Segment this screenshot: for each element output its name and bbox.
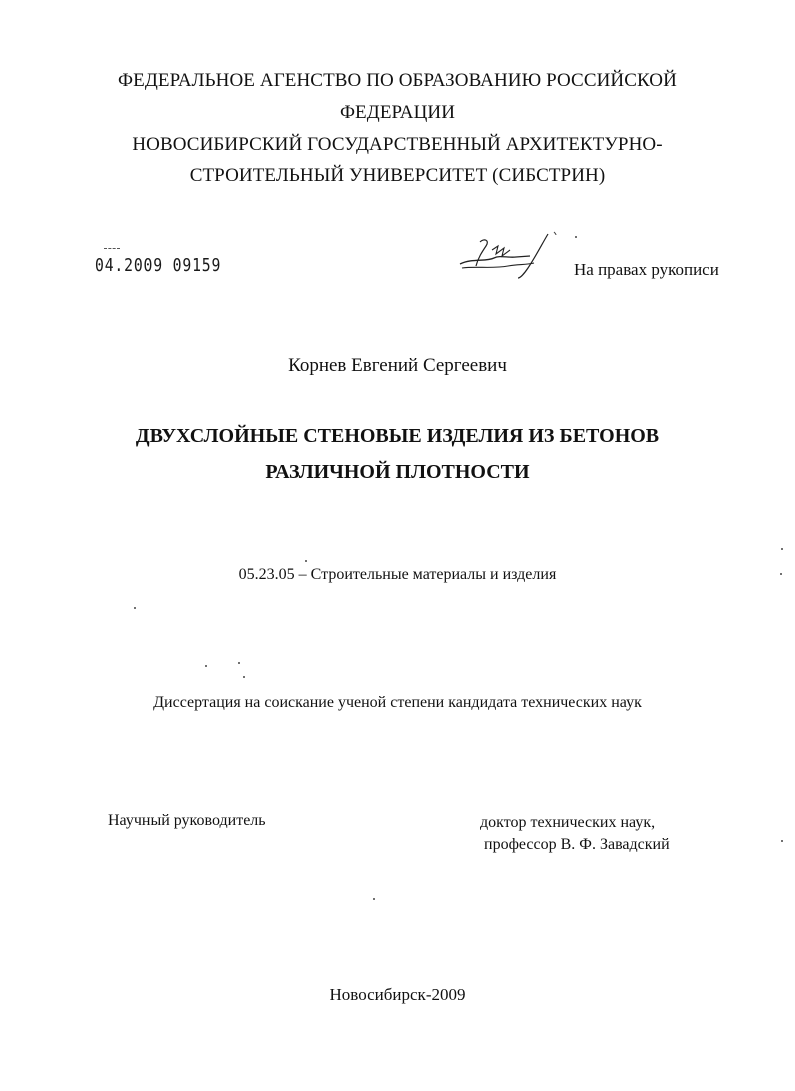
stamp-mark xyxy=(104,248,120,251)
scan-speck xyxy=(238,662,240,664)
scan-speck xyxy=(575,236,577,238)
header-line-2: ФЕДЕРАЦИИ xyxy=(339,102,456,123)
supervisor-name: профессор В. Ф. Завадский xyxy=(484,836,670,853)
thesis-title-line-2: РАЗЛИЧНОЙ ПЛОТНОСТИ xyxy=(265,461,530,483)
scan-speck xyxy=(134,607,136,609)
specialty-code: 05.23.05 – Строительные материалы и изделия xyxy=(238,566,557,583)
scan-speck xyxy=(780,573,782,575)
scan-speck xyxy=(373,898,375,900)
scan-speck xyxy=(205,665,207,667)
city-year: Новосибирск-2009 xyxy=(329,985,466,1004)
header-line-1: ФЕДЕРАЛЬНОЕ АГЕНСТВО ПО ОБРАЗОВАНИЮ РОССИЙСКОЙ xyxy=(118,70,677,91)
scan-speck xyxy=(305,560,307,562)
author-name: Корнев Евгений Сергеевич xyxy=(288,355,507,376)
thesis-title-line-1: ДВУХСЛОЙНЫЕ СТЕНОВЫЕ ИЗДЕЛИЯ ИЗ БЕТОНОВ xyxy=(135,425,660,447)
dissertation-note: Диссертация на соискание ученой степени кандидата технических наук xyxy=(153,694,642,711)
scan-speck xyxy=(781,840,783,842)
supervisor-info xyxy=(480,812,670,856)
header-line-3: НОВОСИБИРСКИЙ ГОСУДАРСТВЕННЫЙ АРХИТЕКТУРНО- xyxy=(132,134,663,155)
registration-stamp: 04.2009 09159 xyxy=(95,255,222,276)
scan-speck xyxy=(243,676,245,678)
supervisor-label: Научный руководитель xyxy=(108,812,266,829)
supervisor-degree: доктор технических наук, xyxy=(480,814,656,831)
scan-speck xyxy=(781,548,783,550)
signature-image xyxy=(452,228,562,280)
manuscript-note: На правах рукописи xyxy=(574,260,719,279)
header-line-4: СТРОИТЕЛЬНЫЙ УНИВЕРСИТЕТ (СИБСТРИН) xyxy=(189,165,606,186)
